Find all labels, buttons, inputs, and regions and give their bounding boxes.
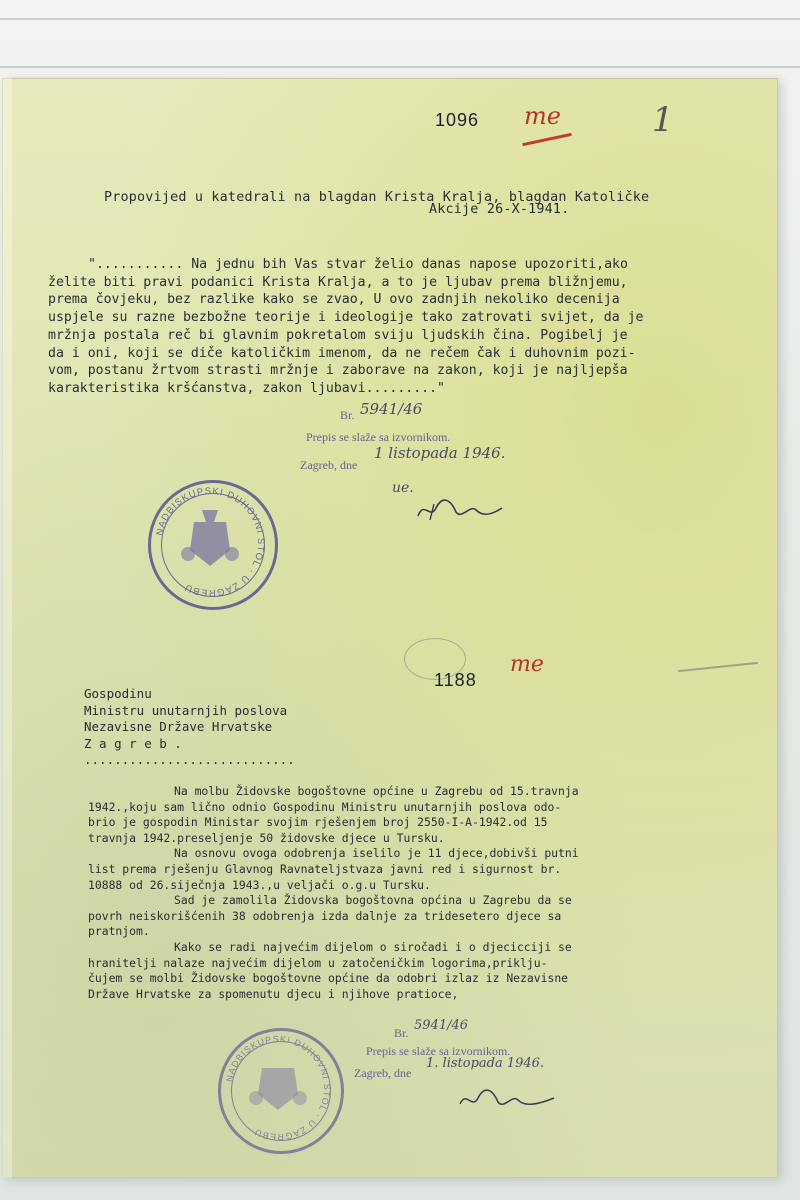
letter-line: brio je gospodin Ministar svojim rješenjem broj 2550-I-A-1942.od 15 [88, 815, 548, 830]
quote-line: mržnja postala reč bi glavnim pokretalom sviju ljudskih čina. Pogibelj je [48, 327, 628, 343]
archdiocese-stamp [148, 480, 278, 610]
letter-line: povrh neiskorišćenih 38 odobrenja izda dalnje za tridesetero djece sa [88, 908, 562, 923]
page-number: 1096 [435, 110, 480, 130]
letter-line: pratnjom. [88, 924, 150, 939]
recipient-line: Nezavisne Države Hrvatske [84, 719, 273, 734]
recipient-line: Z a g r e b . [84, 735, 182, 751]
signature-bottom [454, 1082, 564, 1118]
recipient-line: Gospodinu [84, 686, 152, 701]
quote-line: da i oni, koji se diče katoličkim imenom, da ne rečem čak i duhovnim pozi- [48, 345, 636, 361]
cert-copy-text-2: Prepis se slaže sa izvornikom. [366, 1044, 511, 1058]
sermon-date: Akcije 26-X-1941. [429, 202, 570, 217]
cert-number-label-2: Br. [394, 1026, 409, 1040]
cert-date: 1 listopada 1946. [374, 444, 506, 462]
archdiocese-stamp-2 [218, 1028, 344, 1154]
handwritten-initials: me [524, 102, 561, 130]
recipient-block [84, 686, 295, 769]
quote-line: vom, postanu žrtvom strasti mržnje i zaborave na zakon, koji je najljepša [48, 363, 628, 379]
svg-text:NADBISKUPSKI DUHOVNI STOL · U: NADBISKUPSKI DUHOVNI STOL · U ZAGREBU [224, 1033, 333, 1143]
quote-line: prema čovjeku, bez razlike kako se zvao, U ovo zadnjih nekoliko decenija [48, 292, 620, 308]
quote-line: želite biti pravi podanici Krista Kralja, a to je ljubav prema bližnjemu, [48, 274, 628, 290]
letter-line: Na osnovu ovoga odobrenja iselilo je 11 djece,dobivši putni [174, 846, 579, 861]
cert-number-value: 5941/46 [360, 400, 423, 418]
letter-line: Države Hrvatske za spomenutu djecu i njihove pratioce, [88, 986, 459, 1001]
letter-line: 10888 od 26.siječnja 1943.,u veljači o.g.u Tursku. [88, 877, 431, 892]
red-underline [522, 133, 572, 146]
letter-line: čujem se molbi Židovske bogoštovne općine da odobri izlaz iz Nezavisne [88, 971, 569, 986]
page-number-2: 1188 [434, 670, 477, 690]
signature-top [410, 490, 510, 530]
recipient-line: ............................ [84, 752, 295, 767]
cert-number-label: Br. [340, 408, 355, 422]
cert-initials: ue. [392, 480, 414, 496]
quote-line: uspjele su razne bezbožne teorije i ideologije tako zatrovati svijet, da je [48, 310, 644, 326]
document-page [2, 78, 778, 1178]
sermon-title: Propovijed u katedrali na blagdan Krista Kralja, blagdan Katoličke [104, 190, 650, 205]
letter-line: list prema rješenju Glavnog Ravnateljstvaza javni red i sigurnost br. [88, 861, 562, 876]
letter-line: hranitelji nalaze najvećim dijelom u zatočeničkim logorima,priklju- [88, 955, 548, 970]
frame-edge [0, 66, 800, 68]
letter-line: Na molbu Židovske bogoštovne općine u Zagrebu od 15.travnja [174, 784, 579, 798]
letter-body [88, 784, 579, 1002]
cert-copy-text: Prepis se slaže sa izvornikom. [306, 430, 451, 444]
letter-line: Kako se radi najvećim dijelom o siročadi i o djecicciji se [174, 939, 572, 954]
quote-line: "........... Na jednu bih Vas stvar želio danas napose upozoriti,ako [88, 257, 628, 272]
recipient-line: Ministru unutarnjih poslova [84, 702, 288, 718]
pencil-mark [678, 662, 758, 672]
cert-number-value-2: 5941/46 [414, 1018, 469, 1033]
stamp-emblem-icon [218, 1028, 338, 1148]
cert-date-2: 1. listopada 1946. [426, 1056, 545, 1071]
sermon-quote [48, 256, 644, 398]
stamp-emblem-icon [148, 480, 272, 604]
svg-text:NADBISKUPSKI DUHOVNI STOL · U: NADBISKUPSKI DUHOVNI STOL · U ZAGREBU [154, 485, 267, 599]
letter-line: travnja 1942.preseljenje 50 židovske djece u Tursku. [88, 830, 445, 845]
letter-line: Sad je zamolila Židovska bogoštovna općina u Zagrebu da se [174, 893, 572, 908]
handwritten-number: 1 [652, 100, 674, 140]
quote-line: karakteristika kršćanstva, zakon ljubavi........." [48, 380, 445, 396]
cert-place-2: Zagreb, dne [354, 1066, 412, 1080]
handwritten-initials-2: me [510, 652, 544, 677]
cert-place: Zagreb, dne [300, 458, 358, 472]
document-edge [2, 78, 12, 1178]
letter-line: 1942.,koju sam lično odnio Gospodinu Ministru unutarnjih poslova odo- [88, 799, 562, 814]
frame-edge [0, 18, 800, 20]
